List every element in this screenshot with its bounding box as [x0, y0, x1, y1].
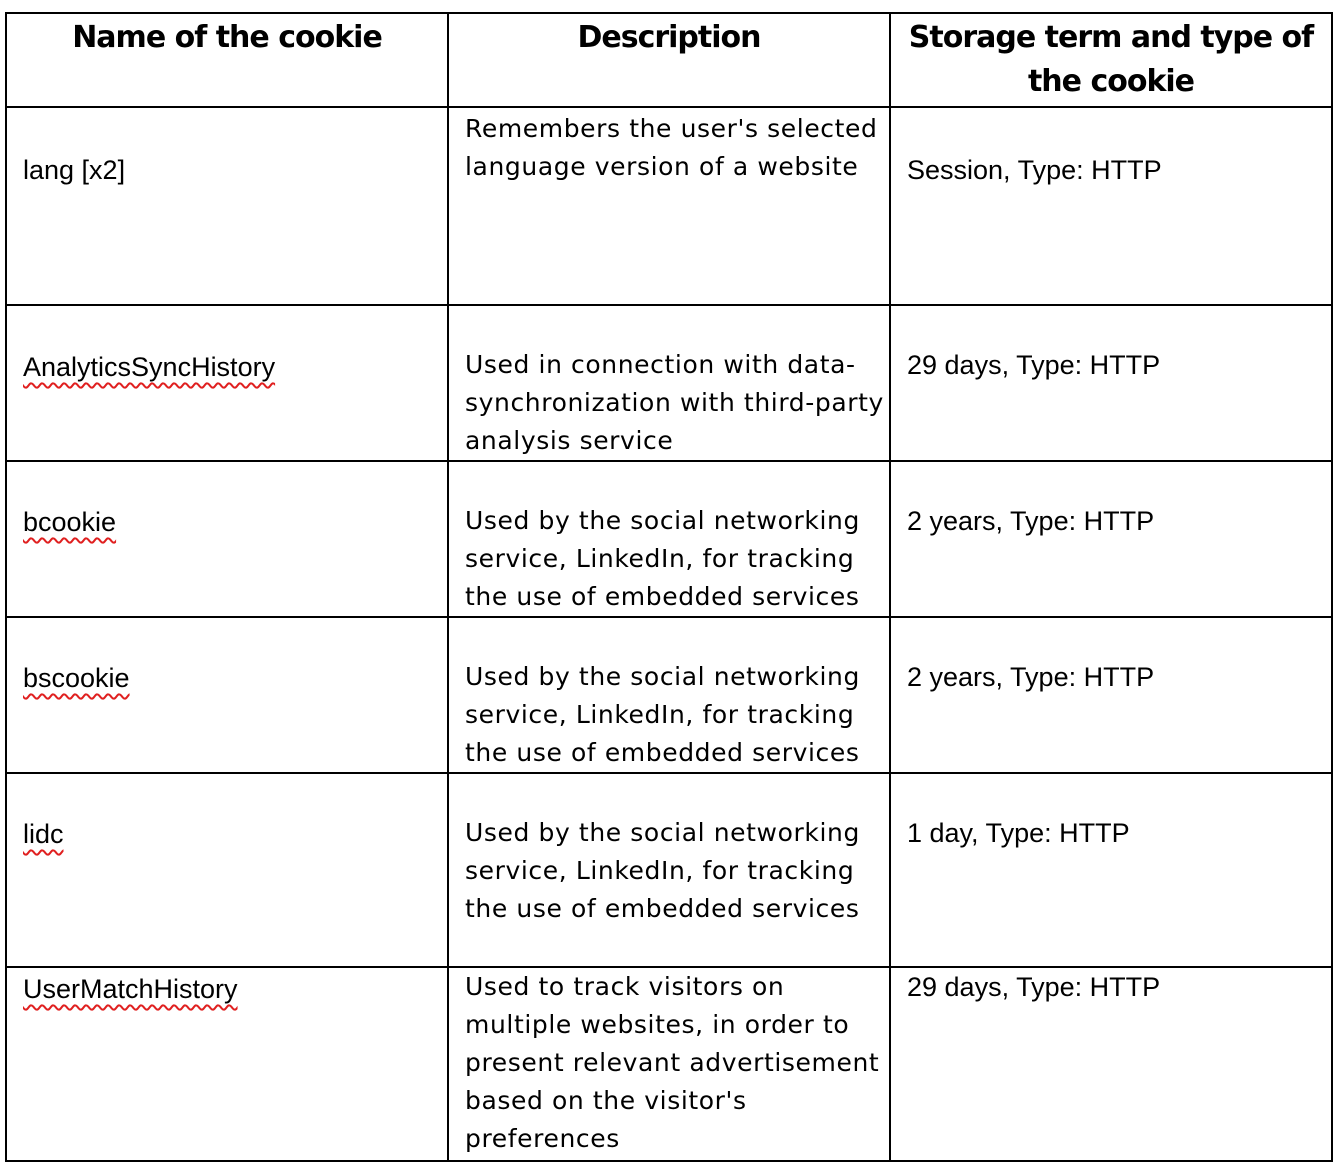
cookie-description: Remembers the user's selected language version of a website [465, 114, 878, 181]
cookie-description-cell [448, 107, 890, 305]
cookie-name-cell [6, 107, 448, 305]
cookie-description: Used by the social networking service, LinkedIn, for tracking the use of embedded services [465, 662, 860, 767]
table-row [6, 967, 1332, 1161]
cookie-description-cell [448, 461, 890, 617]
cookie-description-cell [448, 617, 890, 773]
cookie-description: Used in connection with data-synchronization with third-party analysis service [465, 350, 884, 455]
table-header-row [6, 13, 1332, 107]
cookie-name: lidc [23, 819, 64, 849]
cookie-storage-cell [890, 967, 1332, 1161]
cookie-description: Used to track visitors on multiple websites, in order to present relevant advertisement based on the visitor's preferences [465, 972, 880, 1153]
cookie-description: Used by the social networking service, LinkedIn, for tracking the use of embedded services [465, 818, 860, 923]
cookie-storage: 29 days, Type: HTTP [907, 350, 1161, 380]
cookie-description-cell [448, 967, 890, 1161]
cookie-name-cell [6, 773, 448, 967]
cookie-name: UserMatchHistory [23, 974, 238, 1004]
cookie-storage-cell [890, 617, 1332, 773]
cookie-description: Used by the social networking service, LinkedIn, for tracking the use of embedded services [465, 506, 860, 611]
cookie-storage: 2 years, Type: HTTP [907, 662, 1155, 692]
cookie-name: bscookie [23, 663, 130, 693]
cookie-name-cell [6, 305, 448, 461]
table-row [6, 107, 1332, 305]
cookie-name-cell [6, 967, 448, 1161]
cookie-storage-cell [890, 107, 1332, 305]
header-description: Description [448, 13, 890, 107]
table-row [6, 305, 1332, 461]
cookie-name: AnalyticsSyncHistory [23, 352, 276, 382]
header-name: Name of the cookie [6, 13, 448, 107]
cookie-storage-cell [890, 773, 1332, 967]
cookie-name-cell [6, 461, 448, 617]
cookie-description-cell [448, 305, 890, 461]
header-storage: Storage term and type of the cookie [890, 13, 1332, 107]
cookie-storage-cell [890, 305, 1332, 461]
table-row [6, 617, 1332, 773]
cookie-storage: 2 years, Type: HTTP [907, 506, 1155, 536]
cookie-description-cell [448, 773, 890, 967]
cookie-name-cell [6, 617, 448, 773]
cookie-name: lang [x2] [23, 155, 126, 185]
cookie-storage-cell [890, 461, 1332, 617]
cookie-storage: Session, Type: HTTP [907, 155, 1162, 185]
cookie-storage: 29 days, Type: HTTP [907, 972, 1161, 1002]
cookie-storage: 1 day, Type: HTTP [907, 818, 1130, 848]
table-row [6, 773, 1332, 967]
table-row [6, 461, 1332, 617]
cookie-table [5, 12, 1333, 1162]
cookie-name: bcookie [23, 507, 117, 537]
